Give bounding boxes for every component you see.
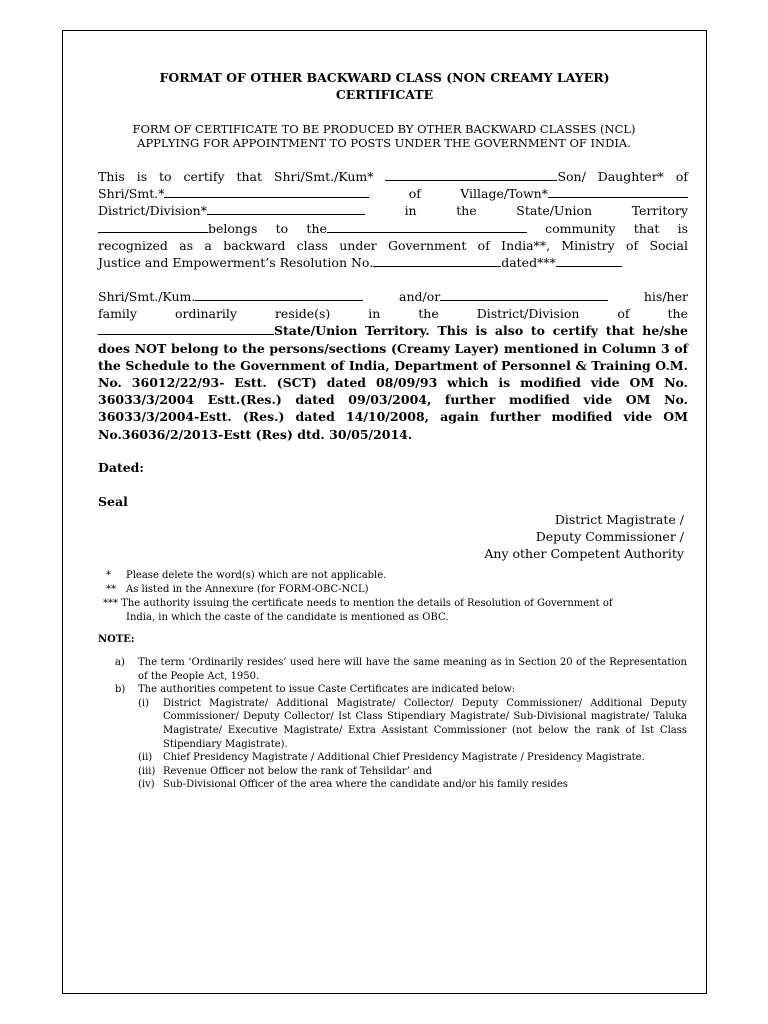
para2-line-3: State/Union Territory. This is also to certify that he/she <box>98 322 688 339</box>
para1-line-2: Shri/Smt.* of Village/Town* <box>98 185 688 202</box>
para2-line-9: No.36036/2/2013-Estt (Res) dtd. 30/05/2014. <box>98 426 413 442</box>
para1-line-1: This is to certify that Shri/Smt./Kum* Son/ Daughter* of <box>98 169 688 184</box>
dated-label: Dated: <box>98 460 145 475</box>
footnote-3-cont: India, in which the caste of the candidate is mentioned as OBC. <box>126 612 449 623</box>
signature-line-3: Any other Competent Authority <box>484 546 684 561</box>
para2-line-7: 36033/3/2004 Estt.(Res.) dated 09/03/2004, further modified vide OM No. <box>98 392 688 408</box>
document-page <box>62 30 707 994</box>
certificate-paragraph-1 <box>98 168 688 271</box>
state-blank[interactable] <box>98 222 208 233</box>
resolution-date-blank[interactable] <box>556 256 622 267</box>
para2-line-4: does NOT belong to the persons/sections (Creamy Layer) mentioned in Column 3 of <box>98 340 688 356</box>
para1-line-4: belongs to the community that is <box>98 220 688 237</box>
para2-line-8: 36033/3/2004-Estt. (Res.) dated 14/10/2008, again further modified vide OM <box>98 409 688 425</box>
para1-line-5: recognized as a backward class under Government of India**, Ministry of Social <box>98 237 688 253</box>
village-blank[interactable] <box>548 187 688 198</box>
certificate-paragraph-2 <box>98 288 688 443</box>
signature-line-2: Deputy Commissioner / <box>535 529 684 544</box>
para2-line-2: family ordinarily reside(s) in the District/Division of the <box>98 306 688 322</box>
document-subtitle <box>123 122 645 150</box>
subtitle-line-1: FORM OF CERTIFICATE TO BE PRODUCED BY OTHER BACKWARD CLASSES (NCL) <box>132 122 636 136</box>
note-b-ii: (ii) Chief Presidency Magistrate / Additional Chief Presidency Magistrate / Presidency Magistrate. <box>138 752 645 764</box>
and-or-blank[interactable] <box>440 290 608 301</box>
parent-name-blank[interactable] <box>164 187 369 198</box>
kum-name-blank[interactable] <box>195 290 363 301</box>
note-b: b) The authorities competent to issue Caste Certificates are indicated below: <box>115 684 516 696</box>
title-line-1: FORMAT OF OTHER BACKWARD CLASS (NON CREAMY LAYER) <box>159 70 610 85</box>
district-blank[interactable] <box>207 204 365 215</box>
para2-line-5: the Schedule to the Government of India, Department of Personnel & Training O.M. <box>98 357 688 373</box>
signature-line-1: District Magistrate / <box>554 512 684 527</box>
footnotes <box>103 569 686 625</box>
note-b-i: (i) District Magistrate/ Additional Magistrate/ Collector/ Deputy Commissioner/ Additional Deputy Commissioner/ Deputy Collector/ Ist Class Stipendiary Magistrate/ Sub-Divisional magistrate/ Taluka Magistrate/ Executive Magistrate/ Extra Assistant Commissioner (not below the rank of Ist Class Stipendiary Magistrate). <box>138 697 687 750</box>
community-blank[interactable] <box>327 222 527 233</box>
title-line-2: CERTIFICATE <box>335 87 434 102</box>
seal-label: Seal <box>98 494 128 509</box>
notes-list <box>115 656 687 792</box>
para1-line-6: Justice and Empowerment’s Resolution No. dated*** <box>98 254 688 271</box>
para2-line-6: No. 36012/22/93- Estt. (SCT) dated 08/09/93 which is modified vide OM No. <box>98 375 688 391</box>
state-ut-blank[interactable] <box>98 324 274 335</box>
note-heading: NOTE: <box>98 634 135 645</box>
note-b-iii: (iii) Revenue Officer not below the rank of Tehsildar’ and <box>138 765 432 777</box>
resolution-no-blank[interactable] <box>373 256 501 267</box>
name-blank[interactable] <box>385 170 557 181</box>
footnote-2: ** As listed in the Annexure (for FORM-OBC-NCL) <box>106 584 369 595</box>
subtitle-line-2: APPLYING FOR APPOINTMENT TO POSTS UNDER THE GOVERNMENT OF INDIA. <box>137 136 631 150</box>
footnote-1: * Please delete the word(s) which are not applicable. <box>106 570 387 581</box>
footnote-3: *** The authority issuing the certificate needs to mention the details of Resolution of Government of <box>103 598 613 609</box>
note-a: a) The term ‘Ordinarily resides’ used here will have the same meaning as in Section 20 of the Representation of the People Act, 1950. <box>115 657 687 682</box>
signature-block <box>484 511 684 562</box>
para1-line-3: District/Division* in the State/Union Territory <box>98 203 688 219</box>
document-title <box>63 69 706 103</box>
note-b-iv: (iv) Sub-Divisional Officer of the area where the candidate and/or his family resides <box>138 779 568 791</box>
para2-line-1: Shri/Smt./Kum. and/or his/her <box>98 289 688 304</box>
